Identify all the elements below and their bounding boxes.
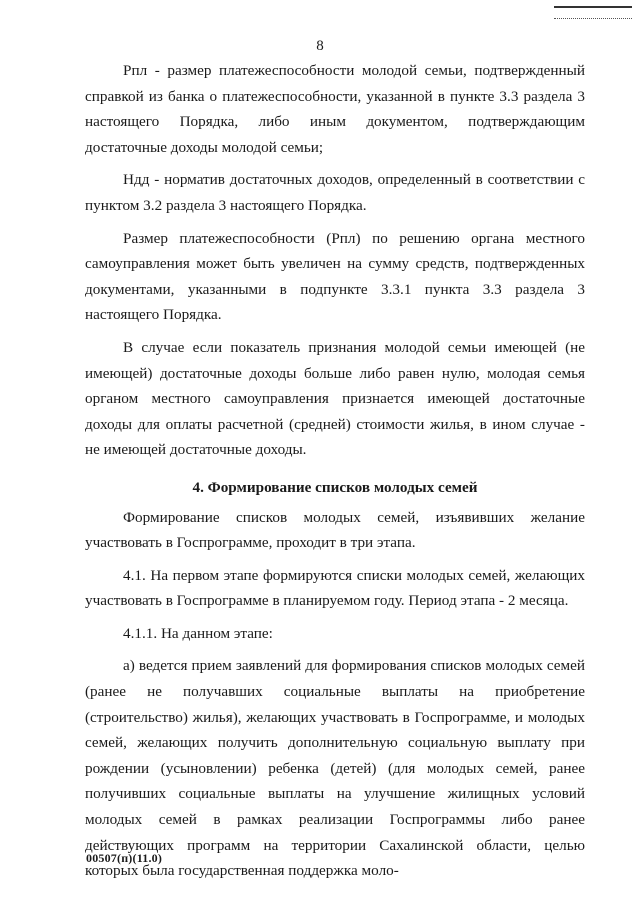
paragraph-first-stage: 4.1. На первом этапе формируются списки молодых семей, желающих участвовать в Госпрограмме в планируемом году. Период этапа - 2 месяца. xyxy=(85,566,585,610)
paragraph-item-a: а) ведется прием заявлений для формирования списков молодых семей (ранее не получавших социальные выплаты на приобретение (строительство) жилья), желающих участвовать в Госпрограмме, и молодых семей, желающих получить дополнительную социальную выплату при рождении (усыновлении) ребенка (детей) (для молодых семей, ранее получивших социальные выплаты на улучшение жилищных условий молодых семей в рамках реализации Госпрограммы либо ранее действующих программ на территории Сахалинской области, целью которых была государственная поддержка моло- xyxy=(85,657,585,880)
paragraph-solvency-increase: Размер платежеспособности (Рпл) по решению органа местного самоуправления может быть увеличен на сумму средств, подтвержденных документами, указанными в подпункте 3.3.1 пункта 3.3 раздела 3 настоящего Порядка. xyxy=(85,229,585,324)
paragraph-list-formation: Формирование списков молодых семей, изъявивших желание участвовать в Госпрограмме, проходит в три этапа. xyxy=(85,508,585,552)
scan-mark xyxy=(554,6,632,19)
paragraph-stage-subitem: 4.1.1. На данном этапе: xyxy=(123,624,273,642)
page-number: 8 xyxy=(316,38,324,54)
document-body xyxy=(85,58,585,891)
paragraph-rpl-definition: Рпл - размер платежеспособности молодой семьи, подтвержденный справкой из банка о платежеспособности, указанной в пункте 3.3 раздела 3 настоящего Порядка, либо иным документом, подтверждающим достаточные доходы молодой семьи; xyxy=(85,62,585,156)
paragraph-sufficient-income: В случае если показатель признания молодой семьи имеющей (не имеющей) достаточные доходы больше либо равен нулю, молодая семья органом местного самоуправления признается имеющей достаточные доходы для оплаты расчетной (средней) стоимости жилья, в ином случае - не имеющей достаточные доходы. xyxy=(85,338,585,459)
document-code: 00507(п)(11.0) xyxy=(86,851,163,865)
section-heading: 4. Формирование списков молодых семей xyxy=(192,478,478,496)
paragraph-ndd-definition: Ндд - норматив достаточных доходов, определенный в соответствии с пунктом 3.2 раздела 3 настоящего Порядка. xyxy=(85,171,585,214)
